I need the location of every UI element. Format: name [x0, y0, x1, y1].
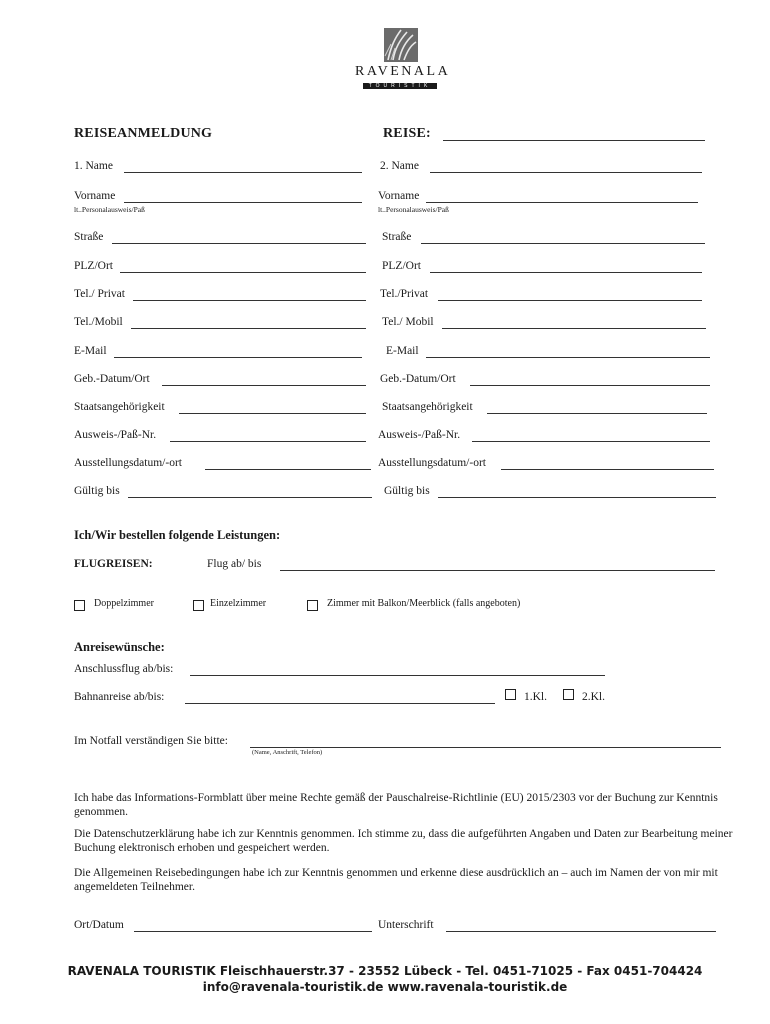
einzelzimmer-checkbox[interactable]: [193, 600, 204, 611]
strasse-2-field[interactable]: [421, 243, 705, 244]
ausweis-2-label: Ausweis-/Paß-Nr.: [378, 429, 461, 441]
plz-1-label: PLZ/Ort: [74, 260, 113, 272]
logo-tagline: TOURISTIK: [368, 83, 432, 89]
strasse-2-label: Straße: [382, 231, 412, 243]
staat-2-label: Staatsangehörigkeit: [382, 401, 473, 413]
reise-label: REISE:: [383, 126, 431, 141]
notfall-hint: (Name, Anschrift, Telefon): [252, 749, 323, 756]
plz-2-field[interactable]: [430, 272, 702, 273]
klasse-1-checkbox[interactable]: [505, 689, 516, 700]
tel-mobil-1-field[interactable]: [131, 328, 366, 329]
agb-paragraph: Die Allgemeinen Reisebedingungen habe ich zur Kenntnis genommen und erkenne diese ausdrücklich an – auch im Namen der von mir mit angemeldeten Teilnehmer.: [74, 867, 718, 893]
bahnanreise-field[interactable]: [185, 703, 495, 704]
doppelzimmer-label: Doppelzimmer: [94, 598, 154, 609]
vorname-2-field[interactable]: [426, 202, 698, 203]
ausstellung-1-field[interactable]: [205, 469, 371, 470]
name-2-field[interactable]: [430, 172, 702, 173]
klasse-1-label: 1.Kl.: [524, 691, 547, 703]
vorname-2-label: Vorname: [378, 190, 420, 202]
logo-name: RAVENALA: [355, 64, 451, 79]
klasse-2-label: 2.Kl.: [582, 691, 605, 703]
logo-tagline-bar: [363, 83, 437, 89]
balkon-checkbox[interactable]: [307, 600, 318, 611]
flug-ab-field[interactable]: [280, 570, 715, 571]
anschlussflug-field[interactable]: [190, 675, 605, 676]
vorname-2-hint: lt..Personalausweis/Paß: [378, 205, 449, 214]
anreise-heading: Anreisewünsche:: [74, 640, 165, 654]
ravenala-leaf-logo-icon: [355, 26, 445, 66]
notfall-field[interactable]: [250, 747, 721, 748]
balkon-label: Zimmer mit Balkon/Meerblick (falls angeboten): [327, 598, 521, 609]
geb-2-field[interactable]: [470, 385, 710, 386]
staat-2-field[interactable]: [487, 413, 707, 414]
ausweis-1-label: Ausweis-/Paß-Nr.: [74, 429, 157, 441]
email-1-label: E-Mail: [74, 345, 107, 357]
unterschrift-label: Unterschrift: [378, 919, 434, 931]
footer-contact: info@ravenala-touristik.de www.ravenala-touristik.de: [202, 980, 568, 994]
footer-address: RAVENALA TOURISTIK Fleischhauerstr.37 - 23552 Lübeck - Tel. 0451-71025 - Fax 0451-704424: [67, 964, 703, 978]
name-1-label: 1. Name: [74, 160, 113, 172]
tel-mobil-1-label: Tel./Mobil: [74, 316, 123, 328]
info-paragraph: Ich habe das Informations-Formblatt über meine Rechte gemäß der Pauschalreise-Richtlinie (EU) 2015/2303 vor der Buchung zur Kenntnis genommen.: [74, 792, 718, 818]
ausweis-2-field[interactable]: [472, 441, 710, 442]
einzelzimmer-label: Einzelzimmer: [210, 598, 267, 609]
strasse-1-label: Straße: [74, 231, 104, 243]
tel-privat-1-label: Tel./ Privat: [74, 288, 125, 300]
ausweis-1-field[interactable]: [170, 441, 366, 442]
email-2-field[interactable]: [426, 357, 710, 358]
name-1-field[interactable]: [124, 172, 362, 173]
vorname-1-label: Vorname: [74, 190, 116, 202]
gueltig-1-field[interactable]: [128, 497, 372, 498]
ausstellung-2-label: Ausstellungsdatum/-ort: [378, 457, 486, 469]
geb-1-field[interactable]: [162, 385, 366, 386]
email-1-field[interactable]: [114, 357, 362, 358]
tel-mobil-2-field[interactable]: [442, 328, 706, 329]
tel-privat-2-label: Tel./Privat: [380, 288, 429, 300]
flugreisen-label: FLUGREISEN:: [74, 558, 153, 570]
name-2-label: 2. Name: [380, 160, 419, 172]
plz-1-field[interactable]: [120, 272, 366, 273]
bahnanreise-label: Bahnanreise ab/bis:: [74, 691, 165, 703]
gueltig-1-label: Gültig bis: [74, 485, 120, 497]
ausstellung-2-field[interactable]: [501, 469, 714, 470]
logo: [355, 26, 451, 92]
ort-datum-label: Ort/Datum: [74, 919, 124, 931]
ort-datum-field[interactable]: [134, 931, 372, 932]
geb-2-label: Geb.-Datum/Ort: [380, 373, 456, 385]
vorname-1-field[interactable]: [124, 202, 362, 203]
anschlussflug-label: Anschlussflug ab/bis:: [74, 663, 174, 675]
klasse-2-checkbox[interactable]: [563, 689, 574, 700]
plz-2-label: PLZ/Ort: [382, 260, 421, 272]
tel-privat-2-field[interactable]: [438, 300, 702, 301]
email-2-label: E-Mail: [386, 345, 419, 357]
flug-ab-label: Flug ab/ bis: [207, 558, 262, 570]
geb-1-label: Geb.-Datum/Ort: [74, 373, 150, 385]
reise-field[interactable]: [443, 140, 705, 141]
tel-privat-1-field[interactable]: [133, 300, 366, 301]
services-heading: Ich/Wir bestellen folgende Leistungen:: [74, 528, 281, 542]
gueltig-2-field[interactable]: [438, 497, 716, 498]
staat-1-label: Staatsangehörigkeit: [74, 401, 165, 413]
gueltig-2-label: Gültig bis: [384, 485, 430, 497]
doppelzimmer-checkbox[interactable]: [74, 600, 85, 611]
form-title: REISEANMELDUNG: [74, 126, 213, 141]
staat-1-field[interactable]: [179, 413, 366, 414]
tel-mobil-2-label: Tel./ Mobil: [382, 316, 434, 328]
vorname-1-hint: lt..Personalausweis/Paß: [74, 205, 145, 214]
ausstellung-1-label: Ausstellungsdatum/-ort: [74, 457, 182, 469]
notfall-label: Im Notfall verständigen Sie bitte:: [74, 735, 228, 747]
datenschutz-paragraph: Die Datenschutzerklärung habe ich zur Kenntnis genommen. Ich stimme zu, dass die aufgeführten Angaben und Daten zur Bearbeitung meiner Buchung elektronisch erhoben und gespeichert werden.: [74, 828, 733, 854]
strasse-1-field[interactable]: [112, 243, 366, 244]
unterschrift-field[interactable]: [446, 931, 716, 932]
